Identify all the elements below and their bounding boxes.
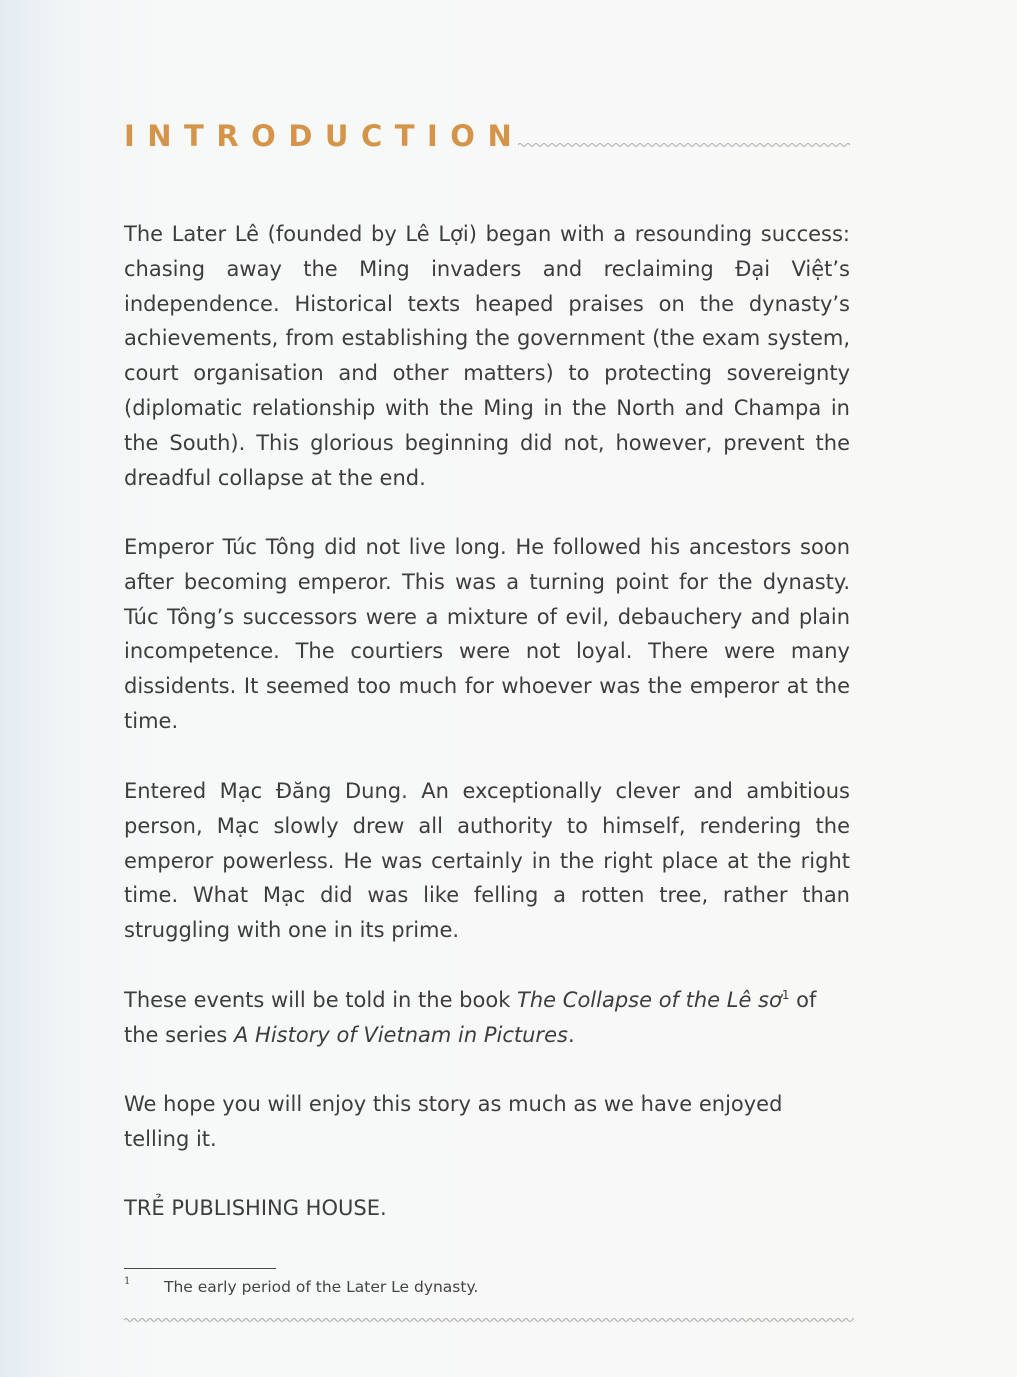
book-title: The Collapse of the Lê sơ xyxy=(517,988,782,1012)
wavy-divider-top xyxy=(518,141,850,149)
wavy-divider-bottom xyxy=(124,1316,854,1324)
footnote-reference: 1 xyxy=(781,988,790,1002)
footnote-text: The early period of the Later Le dynasty. xyxy=(164,1278,479,1296)
p4-text-post: . xyxy=(567,1022,575,1047)
publisher-signature: TRẺ PUBLISHING HOUSE. xyxy=(124,1196,387,1220)
intro-paragraph-2: Emperor Túc Tông did not live long. He followed his ancestors soon after becoming emperor. This was a turning point for the dynasty. Túc Tông’s successors were a mixture of evil, debauchery and plain incompetence. The courtiers were not loyal. There were many dissidents. It seemed too much for whoever was the emperor at the time. xyxy=(124,535,850,733)
intro-paragraph-5: We hope you will enjoy this story as much as we have enjoyed telling it. xyxy=(124,1092,783,1151)
intro-paragraph-3: Entered Mạc Đăng Dung. An exceptionally clever and ambitious person, Mạc slowly drew all authority to himself, rendering the emperor powerless. He was certainly in the right place at the right time. What Mạc did was like felling a rotten tree, rather than struggling with one in its prime. xyxy=(124,779,850,943)
series-title: A History of Vietnam in Pictures xyxy=(234,1022,568,1047)
intro-paragraph-1: The Later Lê (founded by Lê Lợi) began with a resounding success: chasing away the Ming invaders and reclaiming Đại Việt’s independence. Historical texts heaped praises on the dynasty’s achievements, from establishing the government (the exam system, court organisation and other matters) to protecting sovereignty (diplomatic relationship with the Ming in the North and Champa in the South). This glorious beginning did not, however, prevent the dreadful collapse at the end. xyxy=(124,222,850,490)
intro-paragraph-4 xyxy=(124,983,850,1053)
p4-text-pre: These events will be told in the book xyxy=(124,988,518,1012)
footnote-number: 1 xyxy=(124,1276,131,1287)
footnote-rule xyxy=(124,1268,276,1269)
page-heading: INTRODUCTION xyxy=(124,119,525,153)
p4-text-mid: of the series xyxy=(124,988,817,1047)
